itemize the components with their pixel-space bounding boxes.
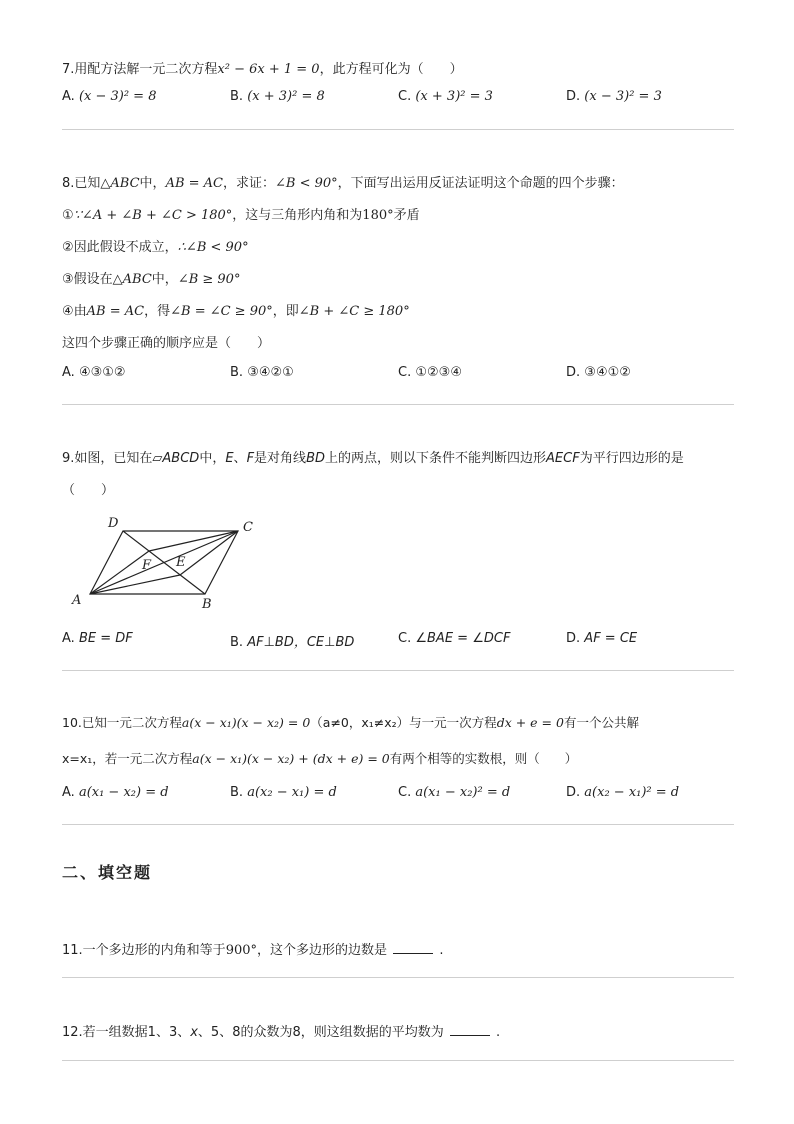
q10-math: a(x − x₁)(x − x₂) = 0	[181, 715, 311, 730]
option-text: (x − 3)² = 3	[584, 89, 662, 104]
option-text: ③④②①	[247, 365, 294, 380]
step-math: △ABC	[112, 272, 152, 287]
divider	[62, 404, 734, 405]
divider	[62, 129, 734, 130]
option-label: D.	[566, 785, 581, 800]
q8-question: 这四个步骤正确的顺序应是（ ）	[62, 336, 271, 351]
q9-text: 为平行四边形的是	[579, 451, 684, 466]
divider	[62, 977, 734, 978]
q8-step-3	[62, 268, 240, 287]
parallelogram-figure	[66, 512, 266, 614]
step-math: 180°	[362, 208, 394, 223]
q9-text: 9.如图，已知在	[62, 451, 153, 466]
option-label: C.	[398, 365, 412, 380]
q10-option-c[interactable]	[398, 785, 510, 800]
q8-stem	[62, 172, 624, 191]
option-label: B.	[230, 365, 244, 380]
q8-step-1	[62, 204, 420, 223]
q10-text: x=x₁，若一元二次方程	[62, 751, 193, 766]
section-heading: 二、填空题	[62, 863, 153, 882]
q12-text: 12.若一组数据1、3、	[62, 1025, 191, 1040]
q9-option-b[interactable]	[230, 631, 354, 650]
q7-option-c[interactable]	[398, 89, 493, 104]
q9-text: 是对角线	[254, 451, 307, 466]
step-text: 矛盾	[393, 208, 420, 223]
divider	[62, 1060, 734, 1061]
q10-math: a(x − x₁)(x − x₂) + (dx + e) = 0	[192, 751, 390, 766]
q10-stem-line2	[62, 749, 577, 767]
q9-math: AECF	[546, 451, 580, 466]
option-text: AF = CE	[584, 631, 638, 646]
q10-text: 10.已知一元二次方程	[62, 715, 182, 730]
answer-blank[interactable]	[450, 1025, 490, 1036]
label-d: D	[108, 516, 119, 531]
q9-text: 中，	[199, 451, 226, 466]
q9-math: BD	[306, 451, 325, 466]
q9-answer-paren: （ ）	[62, 483, 115, 498]
q7-equation: x² − 6x + 1 = 0	[217, 62, 320, 77]
q11-text: .	[439, 943, 444, 958]
q8-option-c[interactable]	[398, 365, 462, 380]
label-e: E	[176, 555, 186, 570]
step-text: ②因此假设不成立，	[62, 240, 178, 255]
q11-text: ，这个多边形的边数是	[257, 943, 388, 958]
q10-option-a[interactable]	[62, 785, 169, 800]
option-label: A.	[62, 631, 75, 646]
q9-option-d[interactable]	[566, 631, 637, 646]
diagonal-ac	[90, 531, 238, 594]
divider	[62, 670, 734, 671]
q7-option-b[interactable]	[230, 89, 325, 104]
option-text: ∠BAE = ∠DCF	[415, 631, 511, 646]
option-label: A.	[62, 89, 75, 104]
step-text: ，得	[144, 304, 171, 319]
step-math: ∠B = ∠C ≥ 90°	[170, 304, 273, 319]
q11-stem	[62, 939, 443, 958]
label-c: C	[243, 520, 253, 535]
q8-math: △ABC	[100, 176, 140, 191]
divider	[62, 824, 734, 825]
q9-math: F	[246, 451, 255, 466]
option-label: C.	[398, 785, 412, 800]
q12-text: 、5、8的众数为8，则这组数据的平均数为	[197, 1025, 444, 1040]
answer-blank[interactable]	[393, 943, 433, 954]
label-f: F	[142, 558, 152, 573]
q9-stem	[62, 447, 684, 466]
q12-math: x	[190, 1025, 198, 1040]
step-math: ∠B ≥ 90°	[177, 272, 241, 287]
step-text: ，这与三角形内角和为	[232, 208, 363, 223]
option-text: AF⊥BD，CE⊥BD	[247, 635, 355, 650]
option-text: ④③①②	[78, 365, 126, 380]
option-text: (x + 3)² = 8	[247, 89, 325, 104]
step-math: ∵∠A + ∠B + ∠C > 180°	[73, 208, 233, 223]
q11-text: 11.一个多边形的内角和等于	[62, 943, 226, 958]
q8-text: 8.已知	[62, 176, 101, 191]
q10-stem	[62, 713, 639, 731]
q7-stem-text: 7.用配方法解一元二次方程	[62, 62, 218, 77]
q12-stem	[62, 1021, 500, 1040]
q8-text: ，求证：	[223, 176, 276, 191]
option-label: B.	[230, 635, 244, 650]
step-math: ∴∠B < 90°	[177, 240, 249, 255]
step-text: ③假设在	[62, 272, 113, 287]
option-text: (x + 3)² = 3	[415, 89, 493, 104]
option-text: ③④①②	[584, 365, 631, 380]
q9-text: 上的两点，则以下条件不能判断四边形	[325, 451, 547, 466]
q7-option-d[interactable]	[566, 89, 662, 104]
step-text: ，即	[272, 304, 299, 319]
step-math: ∠B + ∠C ≥ 180°	[298, 304, 410, 319]
q9-text: 、	[233, 451, 247, 466]
q10-option-d[interactable]	[566, 785, 679, 800]
option-label: C.	[398, 631, 412, 646]
option-text: (x − 3)² = 8	[78, 89, 157, 104]
q8-text: 中，	[139, 176, 166, 191]
q9-option-a[interactable]	[62, 631, 133, 646]
option-label: D.	[566, 365, 581, 380]
q8-option-d[interactable]	[566, 365, 631, 380]
option-text: ①②③④	[415, 365, 462, 380]
option-text: a(x₂ − x₁) = d	[247, 785, 337, 800]
step-text: 中，	[151, 272, 178, 287]
option-label: A.	[62, 365, 75, 380]
q11-math: 900°	[225, 943, 258, 958]
option-label: C.	[398, 89, 412, 104]
option-text: a(x₁ − x₂)² = d	[415, 785, 511, 800]
q10-text: 有一个公共解	[563, 715, 639, 730]
q10-text: 有两个相等的实数根，则（ ）	[389, 751, 578, 766]
label-a: A	[72, 593, 82, 608]
option-text: a(x₂ − x₁)² = d	[584, 785, 680, 800]
q10-math: dx + e = 0	[496, 715, 564, 730]
q9-math: ▱ABCD	[152, 451, 200, 466]
q10-text: （a≠0，x₁≠x₂）与一元一次方程	[310, 715, 497, 730]
q8-math: ∠B < 90°	[275, 176, 338, 191]
option-label: D.	[566, 89, 581, 104]
q9-math: E	[225, 451, 234, 466]
q7-option-a[interactable]	[62, 89, 156, 104]
q12-text: .	[496, 1025, 501, 1040]
label-b: B	[202, 597, 212, 612]
q8-option-b[interactable]	[230, 365, 294, 380]
q7-stem	[62, 58, 463, 77]
option-label: B.	[230, 785, 244, 800]
q7-stem-suffix: ，此方程可化为（ ）	[319, 62, 463, 77]
option-text: BE = DF	[78, 631, 133, 646]
option-text: a(x₁ − x₂) = d	[78, 785, 169, 800]
q8-option-a[interactable]	[62, 365, 126, 380]
q9-option-c[interactable]	[398, 631, 510, 646]
q10-option-b[interactable]	[230, 785, 337, 800]
option-label: A.	[62, 785, 75, 800]
q8-step-4	[62, 300, 410, 319]
q8-math: AB = AC	[165, 176, 223, 191]
option-label: D.	[566, 631, 581, 646]
q8-text: ，下面写出运用反证法证明这个命题的四个步骤：	[337, 176, 624, 191]
step-math: AB = AC	[86, 304, 145, 319]
step-number: ①	[62, 208, 74, 223]
q8-step-2	[62, 236, 249, 255]
option-label: B.	[230, 89, 244, 104]
step-text: ④由	[62, 304, 87, 319]
